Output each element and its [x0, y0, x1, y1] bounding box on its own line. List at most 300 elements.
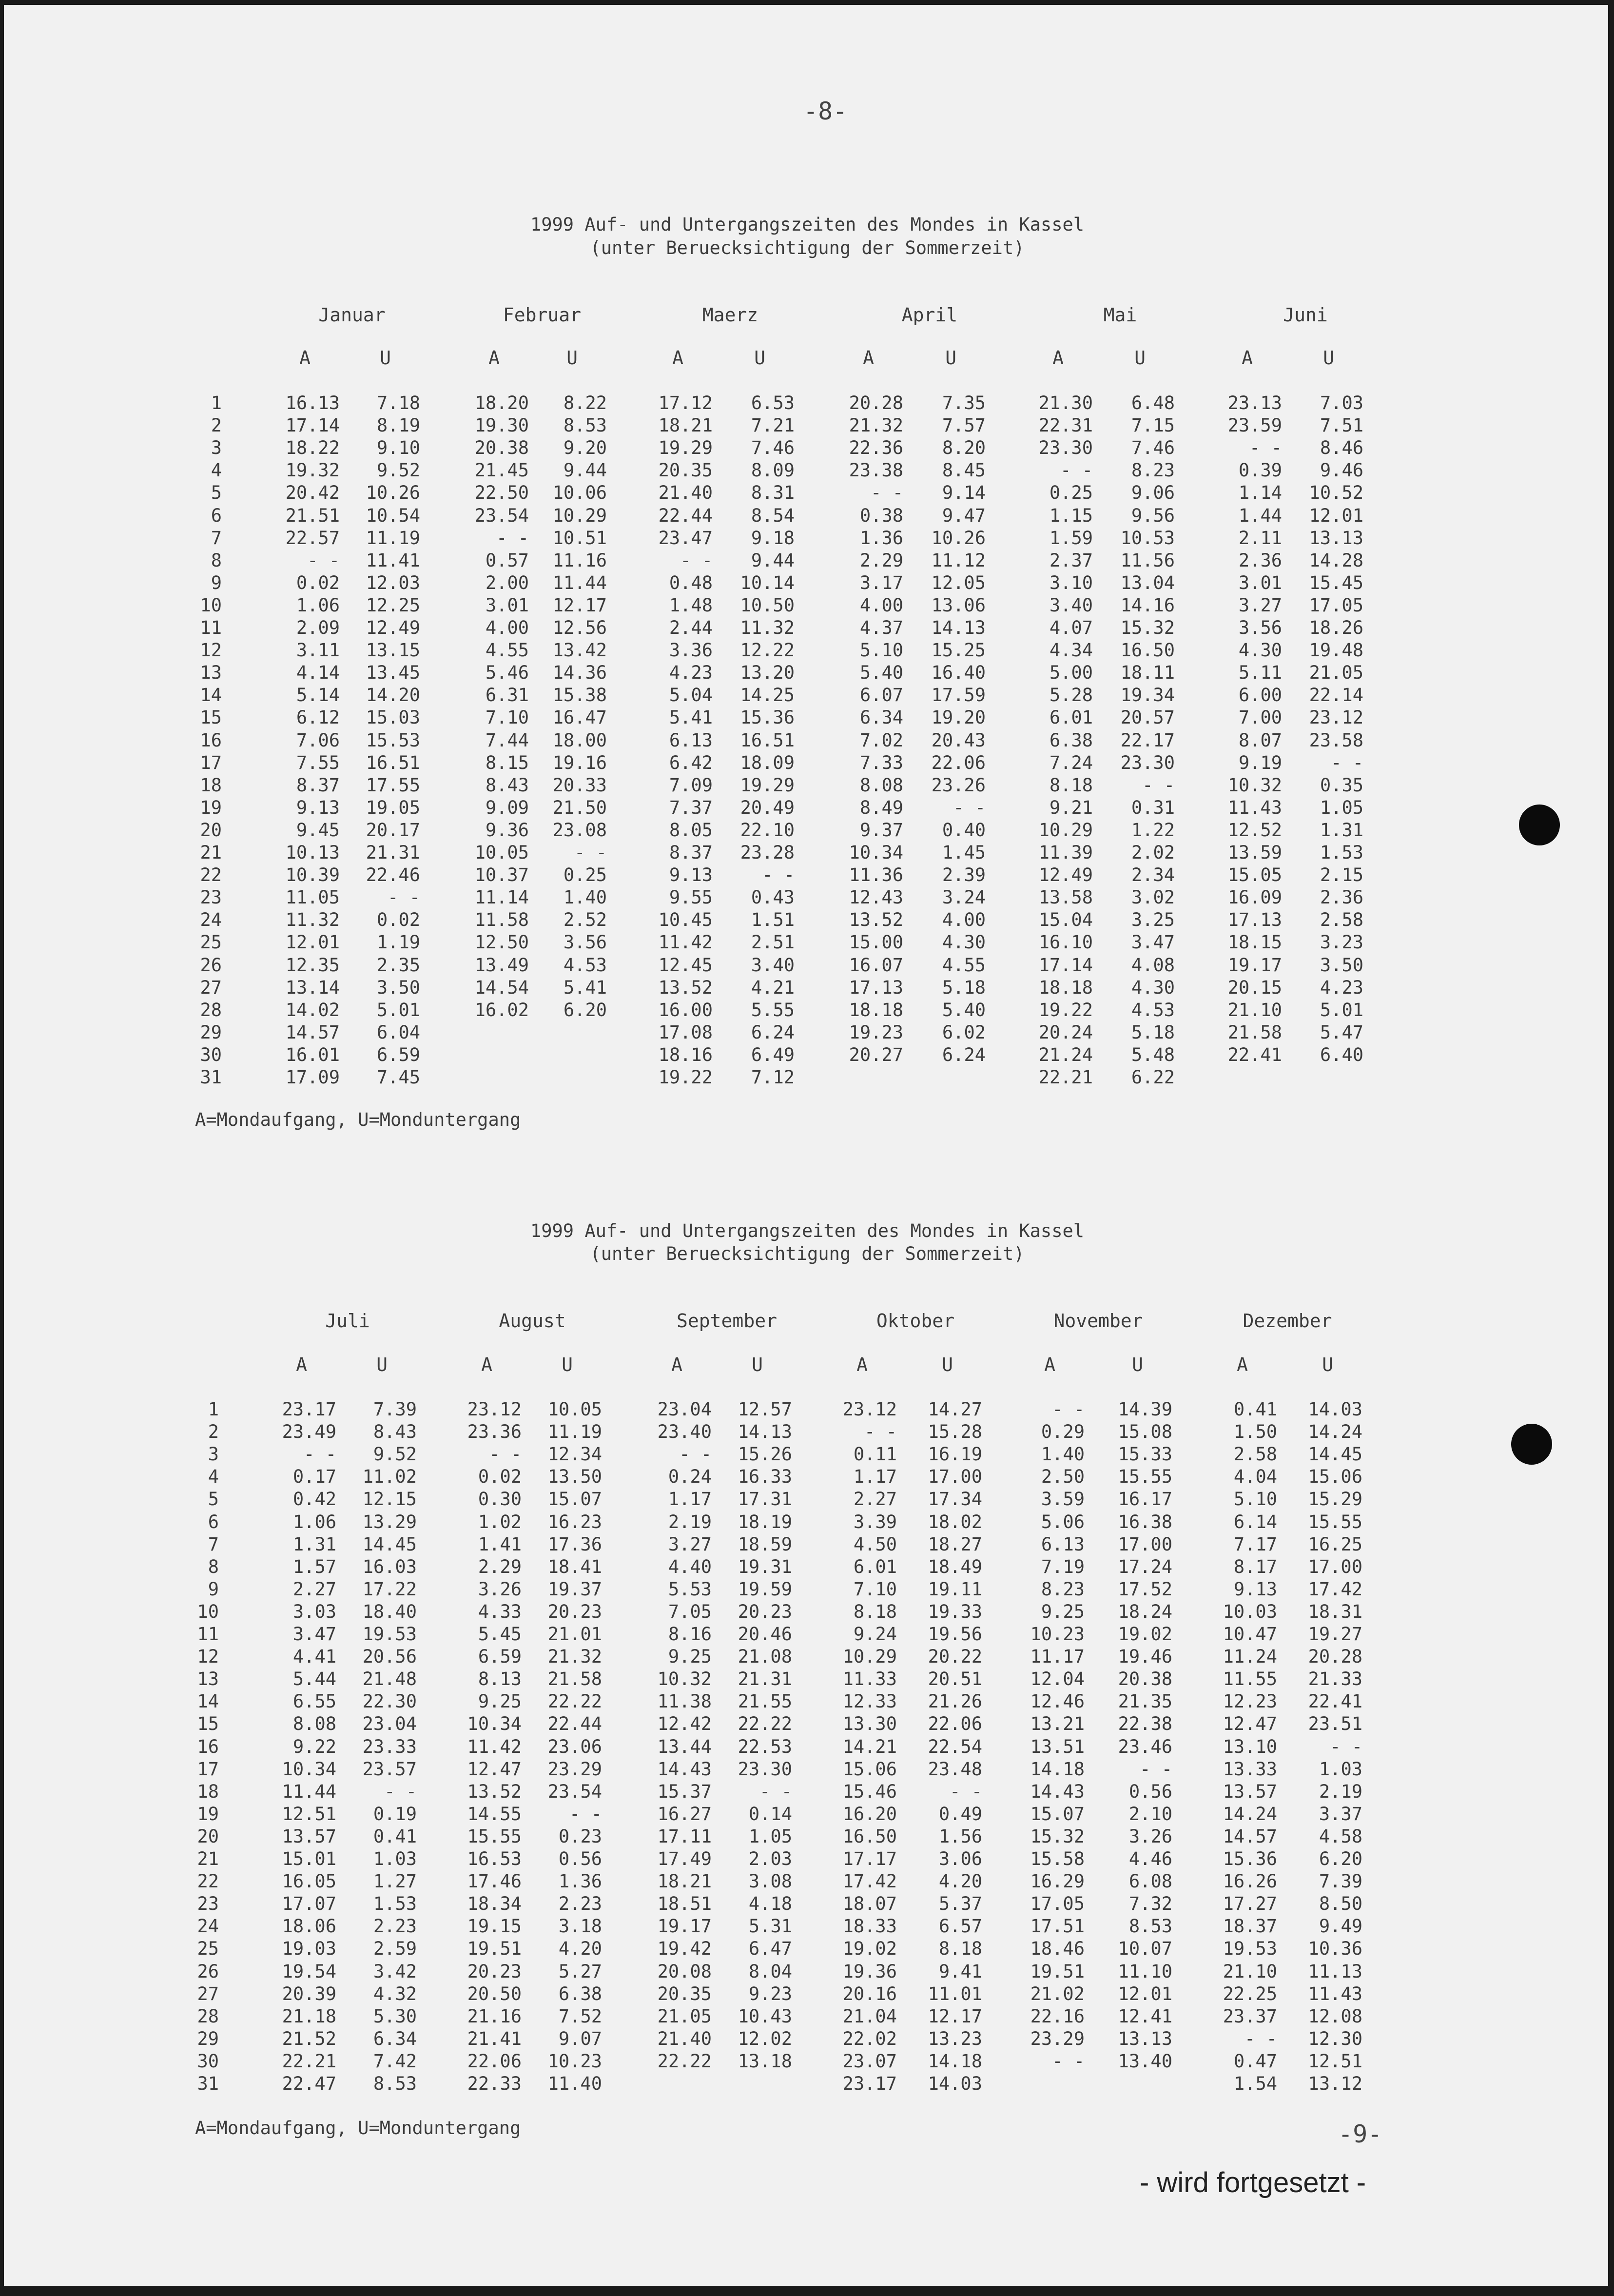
moonset-time: 12.15 — [362, 1489, 417, 1510]
moonset-time: 16.19 — [928, 1444, 982, 1465]
day-number: 12 — [197, 1646, 219, 1667]
moonset-time: 7.45 — [376, 1067, 420, 1088]
day-number: 2 — [211, 415, 222, 436]
moonset-time: 10.43 — [738, 2006, 792, 2027]
moonset-time: 1.36 — [558, 1871, 602, 1892]
moonrise-time: 11.24 — [1223, 1646, 1277, 1667]
moonset-time: 21.31 — [366, 842, 420, 863]
moonset-time: 4.53 — [1131, 1000, 1175, 1020]
moonrise-time: 21.24 — [1038, 1044, 1093, 1065]
moonrise-time: 0.38 — [859, 505, 903, 526]
moonset-time: 2.23 — [558, 1893, 602, 1914]
moonset-time: 8.19 — [376, 415, 420, 436]
moonset-time: 3.50 — [1320, 955, 1363, 976]
moonrise-time: 3.56 — [1238, 617, 1282, 638]
moonrise-time: 0.42 — [292, 1489, 336, 1510]
moonset-time: 5.27 — [558, 1961, 602, 1982]
column-header-a: A — [1242, 347, 1253, 369]
column-header-u: U — [1132, 1354, 1143, 1375]
moonset-time: 0.41 — [373, 1826, 417, 1847]
moonset-time: 2.10 — [1128, 1804, 1172, 1825]
moonset-time: 23.29 — [547, 1759, 602, 1780]
moonset-time: 23.58 — [1309, 730, 1363, 751]
moonset-time: 11.02 — [362, 1466, 417, 1487]
moonset-time: 11.16 — [552, 550, 607, 571]
moonrise-time: 0.17 — [292, 1466, 336, 1487]
moonrise-time: 21.41 — [467, 2028, 522, 2049]
moonrise-time: 2.29 — [859, 550, 903, 571]
moonrise-time: 8.23 — [1041, 1579, 1085, 1600]
moonset-time: 19.16 — [552, 752, 607, 773]
moonset-time: 17.00 — [1118, 1534, 1172, 1555]
moonrise-time: 18.18 — [849, 1000, 903, 1020]
month-header: November — [1053, 1310, 1143, 1332]
moonrise-time: 21.10 — [1227, 1000, 1282, 1020]
moonset-time: 2.52 — [563, 909, 607, 930]
moonrise-time: 13.30 — [842, 1713, 897, 1734]
moonset-time: 1.05 — [1320, 797, 1363, 818]
moonset-time: 20.49 — [740, 797, 795, 818]
moonset-time: 5.01 — [1320, 1000, 1363, 1020]
moonset-time: 18.59 — [738, 1534, 792, 1555]
moonset-time: 9.14 — [942, 482, 986, 503]
moonset-time: 14.13 — [931, 617, 986, 638]
day-number: 2 — [208, 1421, 219, 1442]
moonset-time: 22.46 — [366, 864, 420, 885]
moonset-time: 5.48 — [1131, 1044, 1175, 1065]
moonrise-time: 11.17 — [1030, 1646, 1085, 1667]
moonset-time: 14.03 — [928, 2073, 982, 2094]
moonset-time: 8.45 — [942, 460, 986, 481]
moonrise-time: 2.36 — [1238, 550, 1282, 571]
moonrise-time: 0.02 — [296, 572, 340, 593]
legend: A=Mondaufgang, U=Monduntergang — [195, 1109, 521, 1130]
moonrise-time: 13.59 — [1227, 842, 1282, 863]
moonset-time: 2.03 — [748, 1848, 792, 1869]
moonrise-time: 15.37 — [657, 1781, 712, 1802]
moonrise-time: 19.03 — [282, 1938, 336, 1959]
day-number: 22 — [197, 1871, 219, 1892]
moonset-time: 17.55 — [366, 775, 420, 796]
moonrise-time: 15.07 — [1030, 1804, 1085, 1825]
moonset-time: 3.02 — [1131, 887, 1175, 908]
moonset-time: 14.27 — [928, 1399, 982, 1420]
moonrise-time: 5.06 — [1041, 1511, 1085, 1532]
moonrise-time: 18.33 — [842, 1916, 897, 1937]
moonset-time: 6.38 — [558, 1983, 602, 2004]
moonset-time: - - — [1142, 775, 1175, 796]
moonset-time: 20.23 — [547, 1601, 602, 1622]
moonset-time: 8.53 — [373, 2073, 417, 2094]
moonset-time: 21.48 — [362, 1668, 417, 1689]
moonrise-time: 16.07 — [849, 955, 903, 976]
moonrise-time: 9.24 — [853, 1624, 897, 1645]
moonrise-time: 0.39 — [1238, 460, 1282, 481]
moonset-time: 6.24 — [751, 1022, 795, 1043]
moonrise-time: 21.40 — [657, 2028, 712, 2049]
day-number: 8 — [208, 1556, 219, 1577]
moonrise-time: 9.25 — [478, 1691, 522, 1712]
moonset-time: 14.24 — [1308, 1421, 1362, 1442]
moonset-time: 18.24 — [1118, 1601, 1172, 1622]
moonset-time: 10.53 — [1120, 528, 1175, 549]
column-header-a: A — [1237, 1354, 1248, 1375]
moonrise-time: 4.33 — [478, 1601, 522, 1622]
day-number: 25 — [197, 1938, 219, 1959]
moonset-time: 15.08 — [1118, 1421, 1172, 1442]
moonrise-time: 11.55 — [1223, 1668, 1277, 1689]
moonrise-time: 6.34 — [859, 707, 903, 728]
moonset-time: 7.21 — [751, 415, 795, 436]
moonrise-time: 6.55 — [292, 1691, 336, 1712]
moonset-time: 12.17 — [928, 2006, 982, 2027]
moonset-time: - - — [388, 887, 420, 908]
moonset-time: 7.12 — [751, 1067, 795, 1088]
moonrise-time: 5.28 — [1049, 685, 1093, 706]
moonset-time: 14.03 — [1308, 1399, 1362, 1420]
moonset-time: 11.13 — [1308, 1961, 1362, 1982]
moonrise-time: 0.30 — [478, 1489, 522, 1510]
moonrise-time: 13.10 — [1223, 1736, 1277, 1757]
moonset-time: 4.55 — [942, 955, 986, 976]
moonrise-time: - - — [496, 528, 529, 549]
moonset-time: 11.40 — [547, 2073, 602, 2094]
moonset-time: 22.22 — [738, 1713, 792, 1734]
day-number: 10 — [200, 595, 222, 616]
moonset-time: 8.18 — [938, 1938, 982, 1959]
day-number: 21 — [197, 1848, 219, 1869]
day-number: 16 — [200, 730, 222, 751]
moonset-time: 10.29 — [552, 505, 607, 526]
moonrise-time: 13.21 — [1030, 1713, 1085, 1734]
moonrise-time: 14.43 — [657, 1759, 712, 1780]
day-number: 5 — [211, 482, 222, 503]
moonrise-time: 9.55 — [669, 887, 713, 908]
moonrise-time: 17.07 — [282, 1893, 336, 1914]
moonset-time: 13.50 — [547, 1466, 602, 1487]
moonrise-time: 5.53 — [668, 1579, 712, 1600]
moonrise-time: 18.21 — [658, 415, 713, 436]
moonset-time: 5.55 — [751, 1000, 795, 1020]
moonset-time: 2.51 — [751, 932, 795, 953]
day-number: 4 — [211, 460, 222, 481]
moonset-time: 13.13 — [1118, 2028, 1172, 2049]
moonrise-time: 13.57 — [282, 1826, 336, 1847]
moonrise-time: 8.08 — [292, 1713, 336, 1734]
moonset-time: 6.20 — [1319, 1848, 1362, 1869]
moonrise-time: 19.22 — [658, 1067, 713, 1088]
moonrise-time: 9.37 — [859, 820, 903, 841]
moonrise-time: 9.21 — [1049, 797, 1093, 818]
moonrise-time: 0.02 — [478, 1466, 522, 1487]
moonrise-time: 10.13 — [285, 842, 340, 863]
moonset-time: 15.25 — [931, 640, 986, 661]
day-number: 4 — [208, 1466, 219, 1487]
day-number: 31 — [197, 2073, 219, 2094]
moonrise-time: 17.14 — [1038, 955, 1093, 976]
moonrise-time: 17.14 — [285, 415, 340, 436]
moonset-time: 12.05 — [931, 572, 986, 593]
moonrise-time: 1.48 — [669, 595, 713, 616]
moonrise-time: - - — [679, 1444, 712, 1465]
moonrise-time: 18.46 — [1030, 1938, 1085, 1959]
moonrise-time: 0.25 — [1049, 482, 1093, 503]
moonset-time: 12.41 — [1118, 2006, 1172, 2027]
moonrise-time: 0.41 — [1233, 1399, 1277, 1420]
moonrise-time: 3.47 — [292, 1624, 336, 1645]
moonset-time: - - — [1330, 1736, 1362, 1757]
moonset-time: 9.23 — [748, 1983, 792, 2004]
moonset-time: 19.37 — [547, 1579, 602, 1600]
moonrise-time: 3.39 — [853, 1511, 897, 1532]
moonset-time: 8.23 — [1131, 460, 1175, 481]
moonset-time: 11.10 — [1118, 1961, 1172, 1982]
day-number: 15 — [197, 1713, 219, 1734]
moonset-time: 13.42 — [552, 640, 607, 661]
moonset-time: 16.40 — [931, 662, 986, 683]
moonset-time: 12.49 — [366, 617, 420, 638]
moonset-time: 19.33 — [928, 1601, 982, 1622]
moonset-time: 1.22 — [1131, 820, 1175, 841]
moonrise-time: 8.15 — [485, 752, 529, 773]
moonset-time: 15.36 — [740, 707, 795, 728]
moonset-time: 12.25 — [366, 595, 420, 616]
moonset-time: 11.19 — [547, 1421, 602, 1442]
moonset-time: 10.14 — [740, 572, 795, 593]
moonset-time: 0.02 — [376, 909, 420, 930]
moonset-time: 18.27 — [928, 1534, 982, 1555]
moonrise-time: 4.00 — [859, 595, 903, 616]
moonrise-time: 4.30 — [1238, 640, 1282, 661]
moonset-time: 0.31 — [1131, 797, 1175, 818]
moonrise-time: 21.16 — [467, 2006, 522, 2027]
moonset-time: 9.52 — [376, 460, 420, 481]
moonrise-time: 9.25 — [668, 1646, 712, 1667]
moonset-time: 4.32 — [373, 1983, 417, 2004]
moonrise-time: 18.07 — [842, 1893, 897, 1914]
moonset-time: 10.05 — [547, 1399, 602, 1420]
moonset-time: 23.26 — [931, 775, 986, 796]
moonrise-time: 7.19 — [1041, 1556, 1085, 1577]
day-number: 14 — [197, 1691, 219, 1712]
moonrise-time: 13.49 — [474, 955, 529, 976]
moonrise-time: 11.43 — [1227, 797, 1282, 818]
moonrise-time: 19.15 — [467, 1916, 522, 1937]
moonrise-time: 8.16 — [668, 1624, 712, 1645]
moonrise-time: 19.42 — [657, 1938, 712, 1959]
moonset-time: 9.56 — [1131, 505, 1175, 526]
moonrise-time: 17.17 — [842, 1848, 897, 1869]
moonrise-time: 17.13 — [849, 977, 903, 998]
moonrise-time: 8.17 — [1233, 1556, 1277, 1577]
moonset-time: 1.51 — [751, 909, 795, 930]
moonset-time: 12.02 — [738, 2028, 792, 2049]
moonset-time: 6.59 — [376, 1044, 420, 1065]
moonset-time: 18.11 — [1120, 662, 1175, 683]
moonrise-time: 22.41 — [1227, 1044, 1282, 1065]
moonrise-time: 23.47 — [658, 528, 713, 549]
moonset-time: 8.50 — [1319, 1893, 1362, 1914]
moonrise-time: 8.43 — [485, 775, 529, 796]
moonset-time: 22.22 — [547, 1691, 602, 1712]
moonrise-time: 7.09 — [669, 775, 713, 796]
month-header: Juli — [325, 1310, 370, 1332]
column-header-u: U — [376, 1354, 388, 1375]
moonset-time: 6.22 — [1131, 1067, 1175, 1088]
moonset-time: 20.38 — [1118, 1668, 1172, 1689]
moonset-time: 17.59 — [931, 685, 986, 706]
moonset-time: 3.23 — [1320, 932, 1363, 953]
moonset-time: 21.50 — [552, 797, 607, 818]
moonrise-time: 7.05 — [668, 1601, 712, 1622]
moonrise-time: 21.40 — [658, 482, 713, 503]
moonset-time: 23.30 — [738, 1759, 792, 1780]
column-header-u: U — [566, 347, 578, 369]
moonset-time: 1.27 — [373, 1871, 417, 1892]
moonrise-time: 7.06 — [296, 730, 340, 751]
moonrise-time: 9.09 — [485, 797, 529, 818]
moonrise-time: 9.36 — [485, 820, 529, 841]
moonrise-time: 12.42 — [657, 1713, 712, 1734]
moonrise-time: - - — [864, 1421, 897, 1442]
moonset-time: 16.38 — [1118, 1511, 1172, 1532]
moonset-time: 2.23 — [373, 1916, 417, 1937]
moonrise-time: 18.37 — [1223, 1916, 1277, 1937]
moonrise-time: 14.24 — [1223, 1804, 1277, 1825]
column-header-u: U — [1134, 347, 1146, 369]
moonset-time: 18.31 — [1308, 1601, 1362, 1622]
moonset-time: 19.27 — [1308, 1624, 1362, 1645]
moonrise-time: 9.13 — [669, 864, 713, 885]
moonset-time: 16.23 — [547, 1511, 602, 1532]
moonrise-time: 6.14 — [1233, 1511, 1277, 1532]
moonset-time: 15.28 — [928, 1421, 982, 1442]
moonrise-time: 1.17 — [668, 1489, 712, 1510]
moonrise-time: 10.29 — [842, 1646, 897, 1667]
moonset-time: 0.14 — [748, 1804, 792, 1825]
moonset-time: 22.17 — [1120, 730, 1175, 751]
moonrise-time: 18.20 — [474, 392, 529, 413]
moonrise-time: 20.16 — [842, 1983, 897, 2004]
day-number: 24 — [200, 909, 222, 930]
day-number: 10 — [197, 1601, 219, 1622]
moonset-time: 14.36 — [552, 662, 607, 683]
moonset-time: 23.04 — [362, 1713, 417, 1734]
moonrise-time: 22.21 — [1038, 1067, 1093, 1088]
moonrise-time: 4.23 — [669, 662, 713, 683]
moonset-time: 23.46 — [1118, 1736, 1172, 1757]
moonset-time: 9.07 — [558, 2028, 602, 2049]
moonset-time: 9.44 — [563, 460, 607, 481]
moonrise-time: 4.41 — [292, 1646, 336, 1667]
column-header-a: A — [488, 347, 500, 369]
day-number: 21 — [200, 842, 222, 863]
moonset-time: 2.19 — [1319, 1781, 1362, 1802]
moonrise-time: 17.51 — [1030, 1916, 1085, 1937]
moonrise-time: 13.52 — [849, 909, 903, 930]
moonrise-time: 23.17 — [842, 2073, 897, 2094]
moonrise-time: 3.27 — [1238, 595, 1282, 616]
moonset-time: 8.46 — [1320, 437, 1363, 458]
moonset-time: 3.24 — [942, 887, 986, 908]
moonset-time: 17.52 — [1118, 1579, 1172, 1600]
moonset-time: 6.34 — [373, 2028, 417, 2049]
moonrise-time: 18.34 — [467, 1893, 522, 1914]
moonrise-time: 7.33 — [859, 752, 903, 773]
moonset-time: 9.44 — [751, 550, 795, 571]
moonrise-time: 21.52 — [282, 2028, 336, 2049]
moonset-time: 16.51 — [740, 730, 795, 751]
moonset-time: 15.29 — [1308, 1489, 1362, 1510]
moonrise-time: 3.40 — [1049, 595, 1093, 616]
moonrise-time: 9.25 — [1041, 1601, 1085, 1622]
moonrise-time: 15.00 — [849, 932, 903, 953]
moonset-time: 2.35 — [376, 955, 420, 976]
moonset-time: 22.54 — [928, 1736, 982, 1757]
moonrise-time: 5.11 — [1238, 662, 1282, 683]
moonset-time: 9.47 — [942, 505, 986, 526]
moonrise-time: 19.51 — [1030, 1961, 1085, 1982]
moonrise-time: 21.02 — [1030, 1983, 1085, 2004]
moonrise-time: 22.33 — [467, 2073, 522, 2094]
moonrise-time: 13.52 — [658, 977, 713, 998]
moonrise-time: 2.11 — [1238, 528, 1282, 549]
moonrise-time: 4.37 — [859, 617, 903, 638]
column-header-u: U — [562, 1354, 573, 1375]
moonset-time: 0.43 — [751, 887, 795, 908]
moonrise-time: 19.23 — [849, 1022, 903, 1043]
moonset-time: 11.44 — [552, 572, 607, 593]
column-header-u: U — [754, 347, 765, 369]
moonrise-time: 8.07 — [1238, 730, 1282, 751]
moonrise-time: 17.27 — [1223, 1893, 1277, 1914]
moonrise-time: 6.13 — [669, 730, 713, 751]
moonrise-time: 1.57 — [292, 1556, 336, 1577]
day-number: 7 — [211, 528, 222, 549]
moonrise-time: 16.10 — [1038, 932, 1093, 953]
moonrise-time: 23.59 — [1227, 415, 1282, 436]
moonrise-time: 3.36 — [669, 640, 713, 661]
moonrise-time: 22.44 — [658, 505, 713, 526]
moonrise-time: 6.12 — [296, 707, 340, 728]
moonrise-time: 11.05 — [285, 887, 340, 908]
moonrise-time: 6.07 — [859, 685, 903, 706]
moonrise-time: 4.04 — [1233, 1466, 1277, 1487]
day-number: 5 — [208, 1489, 219, 1510]
moonset-time: 6.49 — [751, 1044, 795, 1065]
moonset-time: 10.26 — [366, 482, 420, 503]
moonset-time: 5.30 — [373, 2006, 417, 2027]
moonset-time: 8.20 — [942, 437, 986, 458]
moonrise-time: 22.16 — [1030, 2006, 1085, 2027]
moonset-time: 23.33 — [362, 1736, 417, 1757]
day-number: 17 — [200, 752, 222, 773]
moonrise-time: 15.01 — [282, 1848, 336, 1869]
day-number: 29 — [197, 2028, 219, 2049]
moonrise-time: 14.57 — [285, 1022, 340, 1043]
moonset-time: 14.45 — [1308, 1444, 1362, 1465]
moonset-time: 0.40 — [942, 820, 986, 841]
moonrise-time: 20.24 — [1038, 1022, 1093, 1043]
moonrise-time: 7.55 — [296, 752, 340, 773]
moonset-time: 20.33 — [552, 775, 607, 796]
moonset-time: 23.08 — [552, 820, 607, 841]
moonset-time: 19.53 — [362, 1624, 417, 1645]
moonset-time: 0.19 — [373, 1804, 417, 1825]
day-number: 1 — [211, 392, 222, 413]
moonset-time: 8.22 — [563, 392, 607, 413]
moonrise-time: 8.18 — [853, 1601, 897, 1622]
